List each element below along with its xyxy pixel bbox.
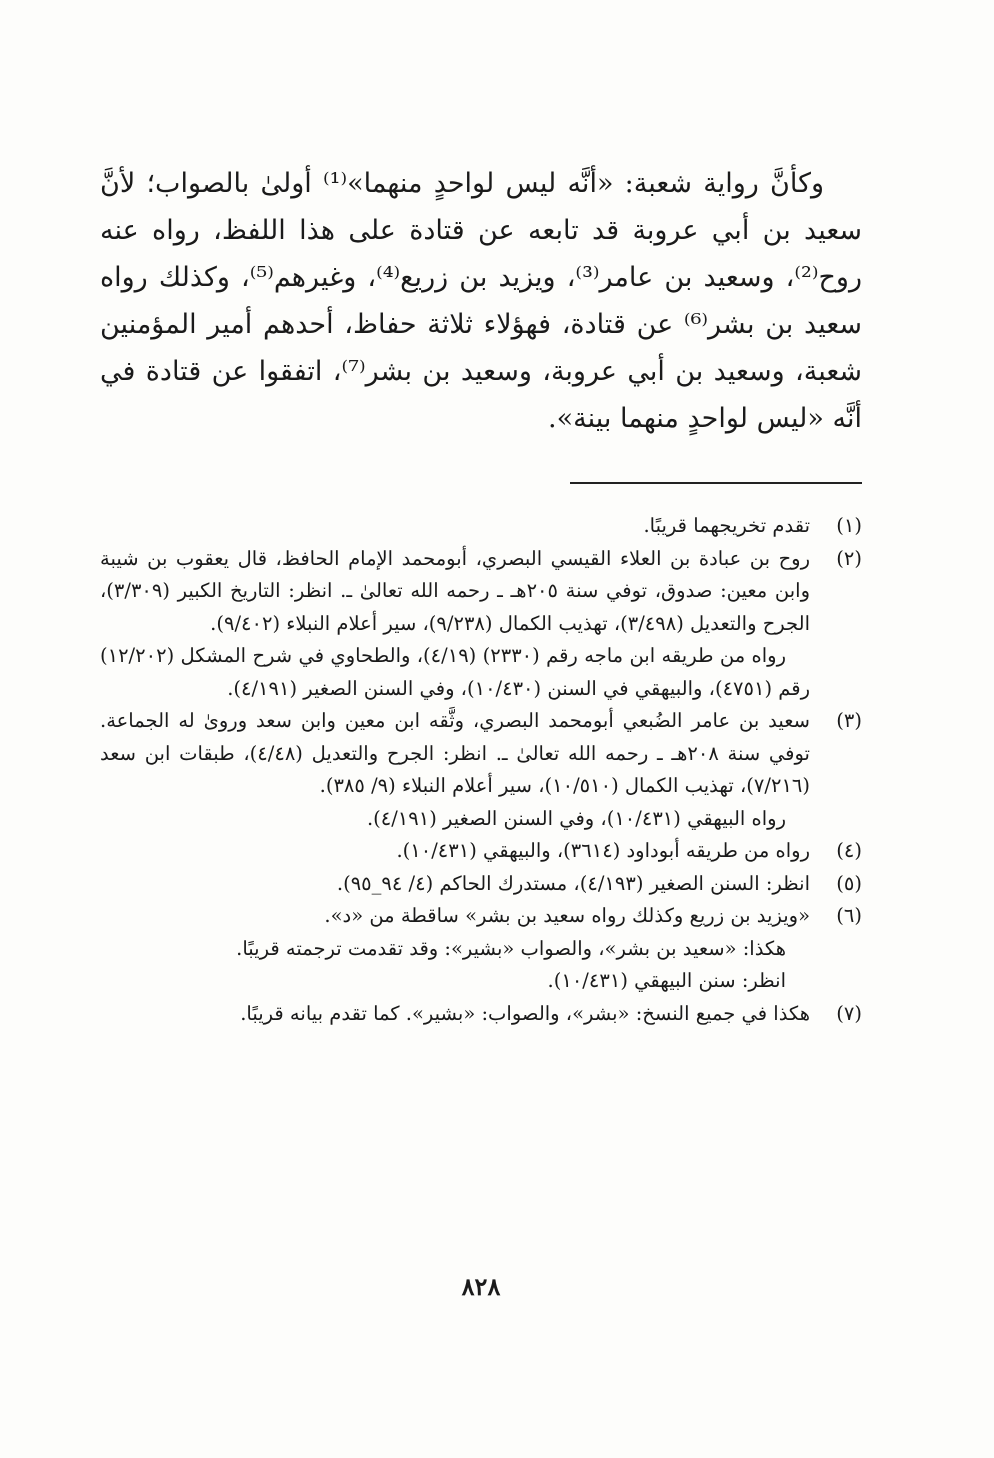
footnotes xyxy=(100,510,862,1030)
footnote-number: (٤) xyxy=(836,839,862,862)
footnote-body xyxy=(100,510,810,543)
footnote-text: انظر: سنن البيهقي (١٠/٤٣١). xyxy=(547,969,786,992)
footnote-body xyxy=(100,868,810,901)
footnote-text: تقدم تخريجهما قريبًا. xyxy=(643,514,810,537)
footnote-text: رواه البيهقي (١٠/٤٣١)، وفي السنن الصغير (٤/١٩١). xyxy=(366,806,786,830)
footnote-3 xyxy=(100,705,862,835)
footnote-text: انظر: السنن الصغير (٤/١٩٣)، مستدرك الحاكم (٤/ ٩٤_٩٥). xyxy=(336,871,810,895)
footnote-text: رواه من طريقه ابن ماجه رقم (٢٣٣٠) (٤/١٩)، والطحاوي في شرح المشكل (١٢/٢٠٢) رقم (٤٧٥١)، والبيهقي في السنن (١٠/٤٣٠)، وفي السنن الصغير (٤/١٩١). xyxy=(100,644,810,700)
footnote-number: (٣) xyxy=(836,709,862,732)
book-page xyxy=(100,160,862,1300)
footnote-body xyxy=(100,998,810,1031)
page-number: ٨٢٨ xyxy=(461,1272,501,1301)
footnote-body xyxy=(100,705,810,835)
footnote-number: (٥) xyxy=(836,871,862,895)
footnote-text: هكذا: «سعيد بن بشر»، والصواب «بشير»: وقد تقدمت ترجمته قريبًا. xyxy=(236,936,786,960)
footnote-text: روح بن عبادة بن العلاء القيسي البصري، أبومحمد الإمام الحافظ، قال يعقوب بن شيبة وابن معين: صدوق، توفي سنة ٢٠٥هـ ـ رحمه الله تعالىٰ ـ. انظر: التاريخ الكبير (٣/٣٠٩)، الجرح والتعديل (٣/٤٩٨)، تهذيب الكمال (٩/٢٣٨)، سير أعلام النبلاء (٩/٤٠٢). xyxy=(100,546,810,635)
main-text xyxy=(100,160,862,442)
footnote-separator xyxy=(570,482,862,484)
footnote-2 xyxy=(100,543,862,706)
footnote-number: (٦) xyxy=(836,904,862,927)
main-paragraph: وكأنَّ رواية شعبة: «أنَّه ليس لواحدٍ منهما»⁽¹⁾ أولىٰ بالصواب؛ لأنَّ سعيد بن أبي عروبة قد تابعه عن قتادة على هذا اللفظ، رواه عنه روح⁽²⁾، وسعيد بن عامر⁽³⁾، ويزيد بن زريع⁽⁴⁾، وغيرهم⁽⁵⁾، وكذلك رواه سعيد بن بشر⁽⁶⁾ عن قتادة، فهؤلاء ثلاثة حفاظ، أحدهم أمير المؤمنين شعبة، وسعيد بن أبي عروبة، وسعيد بن بشر⁽⁷⁾، اتفقوا عن قتادة في أنَّه «ليس لواحدٍ منهما بينة». xyxy=(100,168,863,434)
footnote-4 xyxy=(100,835,862,868)
footnote-body xyxy=(100,900,810,998)
footnote-5 xyxy=(100,868,862,901)
footnote-7 xyxy=(100,998,862,1031)
footnote-text: هكذا في جميع النسخ: «بشر»، والصواب: «بشير». كما تقدم بيانه قريبًا. xyxy=(240,1001,810,1025)
footnote-number: (٧) xyxy=(836,1001,862,1025)
footnote-body xyxy=(100,835,810,868)
footnote-1 xyxy=(100,510,862,543)
footnote-number: (٢) xyxy=(836,546,862,570)
footnote-text: «ويزيد بن زريع وكذلك رواه سعيد بن بشر» ساقطة من «د». xyxy=(324,904,810,927)
footnote-text: رواه من طريقه أبوداود (٣٦١٤)، والبيهقي (١٠/٤٣١). xyxy=(396,839,810,862)
footnote-body xyxy=(100,543,810,706)
footnote-6 xyxy=(100,900,862,998)
footnote-number: (١) xyxy=(836,514,862,537)
footnote-text: سعيد بن عامر الضُبعي أبومحمد البصري، وثَّقه ابن معين وابن سعد وروىٰ له الجماعة. توفي سنة ٢٠٨هـ ـ رحمه الله تعالىٰ ـ. انظر: الجرح والتعديل (٤/٤٨)، طبقات ابن سعد (٧/٢١٦)، تهذيب الكمال (١٠/٥١٠)، سير أعلام النبلاء (٩/ ٣٨٥). xyxy=(100,709,810,797)
